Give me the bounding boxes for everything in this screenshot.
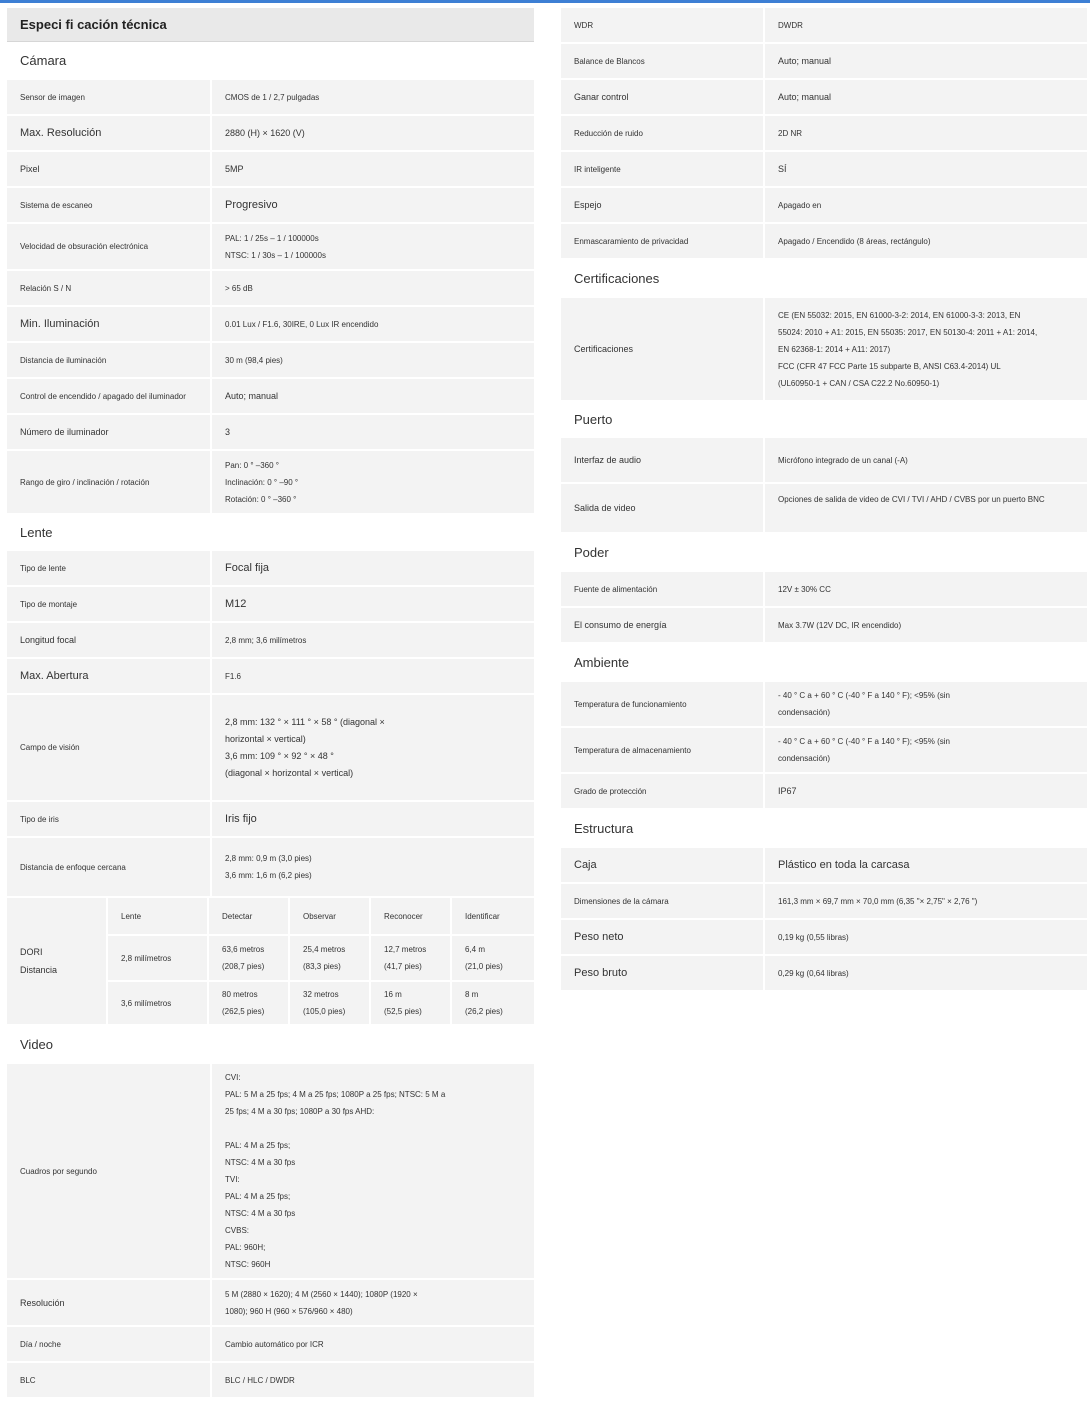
spec-value-line: NTSC: 1 / 30s – 1 / 100000s: [225, 250, 326, 260]
section-heading: Cámara: [20, 53, 67, 68]
spec-label: Sensor de imagen: [7, 80, 210, 114]
spec-value-line: 12V ± 30% CC: [778, 584, 831, 594]
spec-row: [561, 920, 1087, 954]
spec-value-line: TVI:: [225, 1175, 240, 1184]
dori-value-line: (208,7 pies): [222, 962, 265, 971]
spec-value-line: - 40 ° C a + 60 ° C (-40 ° F a 140 ° F); <95% (sin: [778, 737, 950, 746]
section-heading: Video: [20, 1037, 54, 1052]
spec-value-line: 1080); 960 H (960 × 576/960 × 480): [225, 1306, 353, 1316]
spec-value-line: [778, 508, 1077, 525]
video-section: [7, 1026, 534, 1397]
right-spec-sections: [561, 8, 1087, 990]
spec-label: Temperatura de almacenamiento: [561, 728, 763, 772]
spec-value: [212, 224, 534, 269]
spec-value-line: 30 m (98,4 pies): [225, 355, 283, 365]
spec-label: Resolución: [7, 1280, 210, 1325]
spec-value: [765, 224, 1087, 258]
spec-row: [561, 848, 1087, 882]
spec-row: [561, 152, 1087, 186]
dori-value: [209, 936, 288, 980]
spec-value-line: NTSC: 960H: [225, 1260, 271, 1269]
section-heading: Estructura: [574, 821, 634, 836]
spec-value-line: M12: [225, 597, 247, 610]
spec-value-line: BLC / HLC / DWDR: [225, 1375, 295, 1385]
spec-value: [212, 415, 534, 449]
spec-row: [561, 8, 1087, 42]
spec-value: [765, 884, 1087, 918]
spec-row: [7, 116, 534, 150]
spec-row: [7, 307, 534, 341]
dori-lens: 2,8 milímetros: [108, 936, 207, 980]
spec-value-line: 2,8 mm: 0,9 m (3,0 pies): [225, 854, 312, 863]
spec-value-line: FCC (CFR 47 FCC Parte 15 subparte B, ANSI C63.4-2014) UL: [778, 361, 1001, 371]
spec-value-line: Auto; manual: [225, 390, 279, 401]
spec-value-line: PAL: 4 M a 25 fps;: [225, 1192, 291, 1201]
dori-label-line: Distancia: [20, 965, 58, 975]
spec-value: [212, 116, 534, 150]
spec-value-line: 2,8 mm; 3,6 milímetros: [225, 635, 307, 645]
spec-value-line: 3,6 mm: 109 ° × 92 ° × 48 °: [225, 750, 334, 761]
spec-value: [212, 1064, 534, 1278]
spec-value-line: CVI:: [225, 1073, 241, 1082]
spec-value: [212, 551, 534, 585]
spec-value-line: condensación): [778, 708, 831, 717]
spec-value-line: 5MP: [225, 163, 244, 174]
spec-value: [212, 307, 534, 341]
dori-lens: 3,6 milímetros: [108, 982, 207, 1024]
spec-label: Peso neto: [561, 920, 763, 954]
spec-row: [7, 343, 534, 377]
spec-value-line: IP67: [778, 785, 797, 796]
spec-value-line: (diagonal × horizontal × vertical): [225, 767, 354, 778]
spec-value-line: 2880 (H) × 1620 (V): [225, 127, 305, 138]
spec-label: Relación S / N: [7, 271, 210, 305]
spec-row: [7, 379, 534, 413]
spec-value-line: Progresivo: [225, 198, 278, 211]
spec-label: Balance de Blancos: [561, 44, 763, 78]
spec-row: [7, 152, 534, 186]
spec-value-line: 161,3 mm × 69,7 mm × 70,0 mm (6,35 "× 2,75" × 2,76 "): [778, 896, 978, 906]
spec-value: [212, 802, 534, 836]
spec-label: Cuadros por segundo: [7, 1064, 210, 1278]
spec-label: IR inteligente: [561, 152, 763, 186]
spec-value-line: 3,6 mm: 1,6 m (6,2 pies): [225, 871, 312, 880]
spec-label: Tipo de montaje: [7, 587, 210, 621]
spec-value-line: Iris fijo: [225, 812, 257, 825]
spec-label: Distancia de iluminación: [7, 343, 210, 377]
spec-row: [7, 1064, 534, 1278]
spec-value: [765, 438, 1087, 482]
spec-label: Min. Iluminación: [7, 307, 210, 341]
spec-row: [561, 438, 1087, 482]
dori-value: [209, 982, 288, 1024]
right-column: [561, 8, 1087, 992]
dori-header: Observar: [290, 898, 369, 934]
section-heading: Certificaciones: [574, 271, 660, 286]
spec-value-line: 2,8 mm: 132 ° × 111 ° × 58 ° (diagonal ×: [225, 716, 385, 727]
spec-value-line: CE (EN 55032: 2015, EN 61000-3-2: 2014, EN 61000-3-3: 2013, EN: [778, 310, 1021, 320]
dori-value-line: 12,7 metros: [384, 945, 427, 954]
spec-label: Velocidad de obsuración electrónica: [7, 224, 210, 269]
spec-value: [212, 1280, 534, 1325]
spec-value-line: 25 fps; 4 M a 30 fps; 1080P a 30 fps AHD:: [225, 1107, 375, 1116]
spec-value: [212, 188, 534, 222]
dori-value-line: 80 metros: [222, 990, 258, 999]
spec-value-line: PAL: 1 / 25s – 1 / 100000s: [225, 233, 319, 243]
spec-row: [7, 1327, 534, 1361]
spec-value-line: F1.6: [225, 671, 242, 681]
spec-value-line: EN 62368-1: 2014 + A11: 2017): [778, 344, 891, 354]
dori-value-line: (262,5 pies): [222, 1007, 265, 1016]
spec-row: [561, 774, 1087, 808]
spec-label: BLC: [7, 1363, 210, 1397]
spec-label: Peso bruto: [561, 956, 763, 990]
spec-value: [212, 80, 534, 114]
spec-row: [7, 451, 534, 513]
section-heading: Ambiente: [574, 655, 629, 670]
spec-value: [212, 1363, 534, 1397]
section-heading: Poder: [574, 545, 609, 560]
spec-value: [765, 608, 1087, 642]
spec-value: [212, 1327, 534, 1361]
dori-value-line: 16 m: [384, 990, 402, 999]
spec-label: Día / noche: [7, 1327, 210, 1361]
spec-label: Longitud focal: [7, 623, 210, 657]
spec-value: [765, 920, 1087, 954]
spec-label: WDR: [561, 8, 763, 42]
spec-row: [561, 682, 1087, 726]
spec-row: [7, 415, 534, 449]
spec-label: Max. Abertura: [7, 659, 210, 693]
spec-value: [212, 379, 534, 413]
spec-value: [765, 774, 1087, 808]
spec-value: [765, 44, 1087, 78]
dori-value-line: (52,5 pies): [384, 1007, 422, 1016]
dori-value-line: 32 metros: [303, 990, 339, 999]
dori-value-line: 63,6 metros: [222, 945, 265, 954]
spec-value-line: - 40 ° C a + 60 ° C (-40 ° F a 140 ° F); <95% (sin: [778, 691, 950, 700]
dori-value-line: (105,0 pies): [303, 1007, 346, 1016]
spec-label: Número de iluminador: [7, 415, 210, 449]
spec-label: Espejo: [561, 188, 763, 222]
spec-value-line: Auto; manual: [778, 91, 832, 102]
page-title: Especi fi cación técnica: [7, 8, 534, 42]
spec-value-line: 2D NR: [778, 128, 803, 138]
spec-value: [765, 728, 1087, 772]
left-column: [7, 8, 534, 1399]
spec-value: [765, 8, 1087, 42]
spec-label: Control de encendido / apagado del iluminador: [7, 379, 210, 413]
spec-row: [7, 1363, 534, 1397]
spec-row: [561, 224, 1087, 258]
spec-value-line: Apagado / Encendido (8 áreas, rectángulo): [778, 236, 931, 246]
spec-value-line: DWDR: [778, 20, 803, 30]
spec-row: [7, 659, 534, 693]
left-spec-sections: [7, 42, 534, 896]
spec-row: [7, 587, 534, 621]
spec-row: [7, 838, 534, 896]
spec-value-line: Max 3.7W (12V DC, IR encendido): [778, 620, 902, 630]
dori-header: Reconocer: [371, 898, 450, 934]
spec-value-line: horizontal × vertical): [225, 733, 306, 744]
spec-row: [561, 608, 1087, 642]
spec-row: [561, 884, 1087, 918]
spec-value-line: Apagado en: [778, 200, 822, 210]
spec-row: [7, 551, 534, 585]
spec-value: [212, 659, 534, 693]
spec-row: [7, 1280, 534, 1325]
spec-value: [212, 587, 534, 621]
top-accent-line: [0, 0, 1090, 3]
spec-value-line: Cambio automático por ICR: [225, 1339, 324, 1349]
dori-header: Lente: [108, 898, 207, 934]
dori-value: [452, 982, 534, 1024]
spec-row: [561, 298, 1087, 400]
spec-value-line: NTSC: 4 M a 30 fps: [225, 1158, 296, 1167]
spec-value: [765, 682, 1087, 726]
spec-value-line: PAL: 4 M a 25 fps;: [225, 1141, 291, 1150]
spec-row: [7, 188, 534, 222]
dori-value: [452, 936, 534, 980]
spec-value-line: Opciones de salida de video de CVI / TVI / AHD / CVBS por un puerto BNC: [778, 495, 1045, 504]
dori-value-line: (21,0 pies): [465, 962, 503, 971]
spec-value: [212, 623, 534, 657]
spec-value: [212, 152, 534, 186]
spec-label: Certificaciones: [561, 298, 763, 400]
dori-value: [290, 936, 369, 980]
spec-value-line: SÍ: [778, 163, 787, 174]
spec-value-line: Inclinación: 0 ° –90 °: [225, 477, 299, 487]
spec-value-line: 0.01 Lux / F1.6, 30IRE, 0 Lux IR encendido: [225, 319, 379, 329]
spec-value: [765, 188, 1087, 222]
spec-label: Interfaz de audio: [561, 438, 763, 482]
spec-label: Grado de protección: [561, 774, 763, 808]
spec-row: [7, 80, 534, 114]
spec-value-line: Micrófono integrado de un canal (-A): [778, 455, 908, 465]
spec-label: Max. Resolución: [7, 116, 210, 150]
dori-value-line: (26,2 pies): [465, 1007, 503, 1016]
dori-table: [7, 898, 534, 1024]
spec-label: Ganar control: [561, 80, 763, 114]
spec-label: Dimensiones de la cámara: [561, 884, 763, 918]
spec-label: Temperatura de funcionamiento: [561, 682, 763, 726]
dori-value: [371, 982, 450, 1024]
spec-value-line: Rotación: 0 ° –360 °: [225, 494, 297, 504]
spec-value-line: PAL: 5 M a 25 fps; 4 M a 25 fps; 1080P a 25 fps; NTSC: 5 M a: [225, 1090, 446, 1099]
spec-label: Pixel: [7, 152, 210, 186]
spec-label: Tipo de lente: [7, 551, 210, 585]
spec-value: [212, 343, 534, 377]
spec-value-line: > 65 dB: [225, 283, 253, 293]
dori-value: [290, 982, 369, 1024]
spec-label: Caja: [561, 848, 763, 882]
dori-value-line: 6,4 m: [465, 945, 486, 954]
spec-label: Distancia de enfoque cercana: [7, 838, 210, 896]
spec-row: [7, 623, 534, 657]
spec-value: [765, 484, 1087, 532]
spec-row: [561, 484, 1087, 532]
spec-value: [765, 298, 1087, 400]
spec-value: [765, 152, 1087, 186]
spec-row: [561, 80, 1087, 114]
spec-label: Campo de visión: [7, 695, 210, 800]
spec-value: [765, 80, 1087, 114]
dori-value-line: (83,3 pies): [303, 962, 341, 971]
dori-header: Detectar: [209, 898, 288, 934]
spec-value: [765, 572, 1087, 606]
spec-label: El consumo de energía: [561, 608, 763, 642]
dori-value: [371, 936, 450, 980]
spec-label: Reducción de ruido: [561, 116, 763, 150]
spec-value-line: 0,29 kg (0,64 libras): [778, 968, 849, 978]
spec-row: [7, 224, 534, 269]
spec-value: [212, 451, 534, 513]
spec-value-line: PAL: 960H;: [225, 1243, 266, 1252]
spec-row: [561, 728, 1087, 772]
spec-value: [765, 116, 1087, 150]
spec-label: Sistema de escaneo: [7, 188, 210, 222]
spec-value: [765, 956, 1087, 990]
spec-value-line: 5 M (2880 × 1620); 4 M (2560 × 1440); 1080P (1920 ×: [225, 1289, 418, 1299]
section-heading: Puerto: [574, 412, 613, 427]
spec-value-line: NTSC: 4 M a 30 fps: [225, 1209, 296, 1218]
spec-value-line: 0,19 kg (0,55 libras): [778, 932, 849, 942]
spec-row: [561, 188, 1087, 222]
spec-row: [561, 44, 1087, 78]
spec-value: [212, 271, 534, 305]
spec-value-line: Focal fija: [225, 561, 270, 574]
dori-value-line: 25,4 metros: [303, 945, 346, 954]
spec-value: [212, 695, 534, 800]
spec-value-line: CVBS:: [225, 1226, 250, 1235]
spec-value-line: 3: [225, 426, 231, 437]
spec-value: [212, 838, 534, 896]
spec-value-line: 55024: 2010 + A1: 2015, EN 55035: 2017, EN 50130-4: 2011 + A1: 2014,: [778, 327, 1038, 337]
spec-row: [561, 956, 1087, 990]
spec-row: [7, 695, 534, 800]
spec-label: Enmascaramiento de privacidad: [561, 224, 763, 258]
dori-header: Identificar: [452, 898, 534, 934]
spec-value-line: (UL60950-1 + CAN / CSA C22.2 No.60950-1): [778, 378, 940, 388]
spec-label: Fuente de alimentación: [561, 572, 763, 606]
spec-value-line: Plástico en toda la carcasa: [778, 858, 910, 871]
spec-value-line: condensación): [778, 754, 831, 763]
spec-label: Rango de giro / inclinación / rotación: [7, 451, 210, 513]
spec-value-line: CMOS de 1 / 2,7 pulgadas: [225, 92, 320, 102]
spec-label: Tipo de iris: [7, 802, 210, 836]
section-heading: Lente: [20, 525, 53, 540]
dori-value-line: (41,7 pies): [384, 962, 422, 971]
spec-row: [561, 116, 1087, 150]
dori-grid: [108, 898, 534, 1024]
dori-label-line: DORI: [20, 947, 43, 957]
spec-value-line: Auto; manual: [778, 55, 832, 66]
spec-row: [7, 271, 534, 305]
spec-row: [7, 802, 534, 836]
spec-value-line: [225, 1120, 524, 1137]
spec-label: Salida de video: [561, 484, 763, 532]
spec-row: [561, 572, 1087, 606]
dori-label: [7, 898, 106, 1024]
dori-value-line: 8 m: [465, 990, 479, 999]
spec-value: [765, 848, 1087, 882]
spec-value-line: Pan: 0 ° –360 °: [225, 460, 279, 470]
